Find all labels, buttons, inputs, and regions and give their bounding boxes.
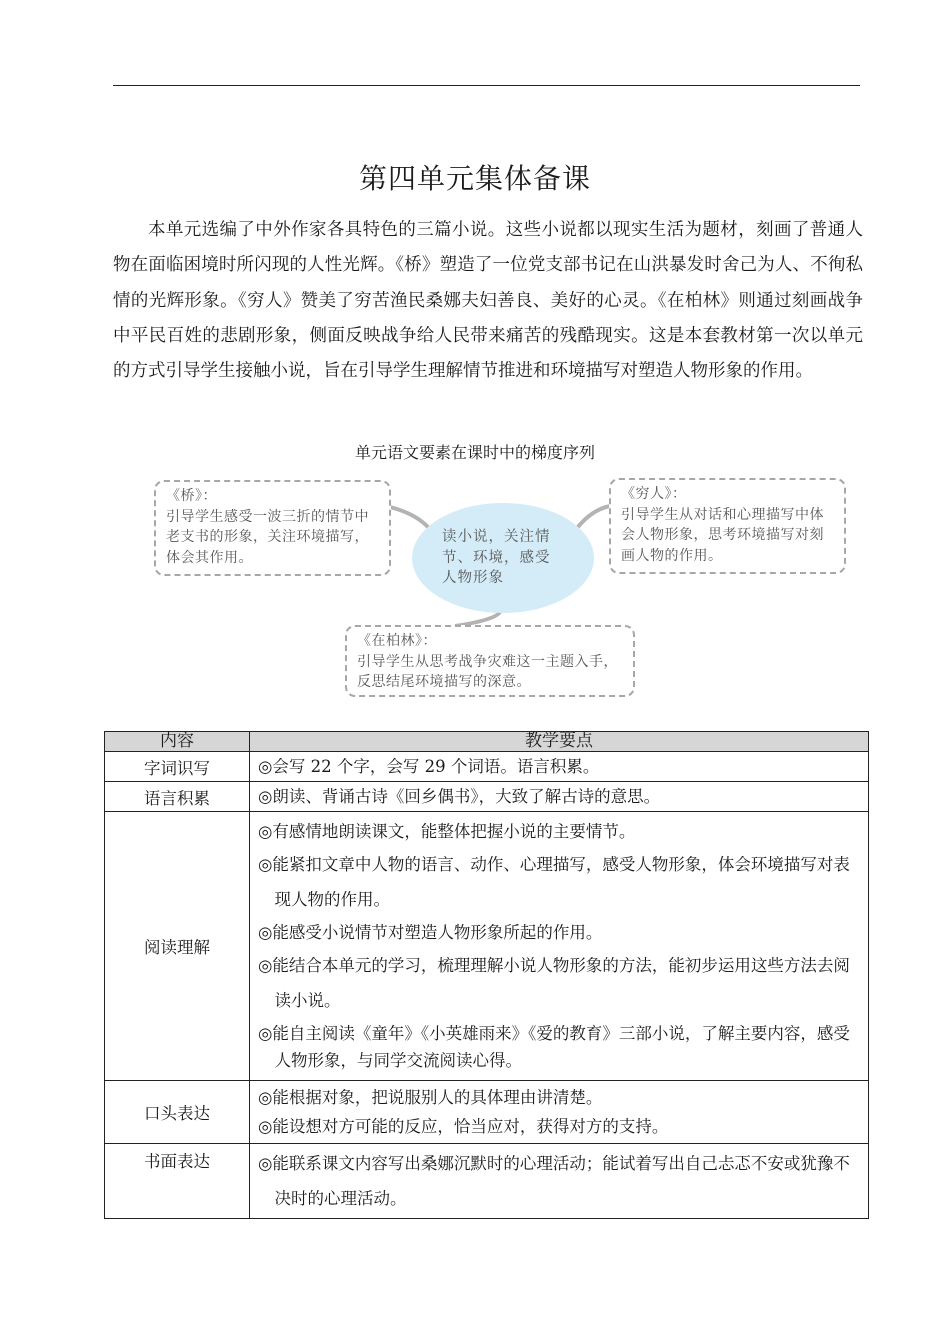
row-label: 书面表达 bbox=[105, 1144, 250, 1219]
box-zaibolin bbox=[345, 625, 635, 697]
row-points bbox=[250, 1081, 869, 1144]
row-label: 阅读理解 bbox=[105, 812, 250, 1081]
point-item: ◎能设想对方可能的反应，恰当应对，获得对方的支持。 bbox=[258, 1117, 669, 1136]
box-qiao-title: 《桥》： bbox=[166, 488, 217, 504]
teaching-points-table bbox=[104, 731, 869, 1219]
box-zaibolin-text: 引导学生从思考战争灾难这一主题入手，反思结尾环境描写的深意。 bbox=[357, 653, 618, 690]
row-points bbox=[250, 812, 869, 1081]
box-qiao-text: 引导学生感受一波三折的情节中老支书的形象，关注环境描写，体会其作用。 bbox=[166, 508, 369, 566]
box-zaibolin-title: 《在柏林》： bbox=[357, 633, 437, 649]
unit-diagram bbox=[0, 470, 950, 700]
point-item: ◎能自主阅读《童年》《小英雄雨来》《爱的教育》三部小说，了解主要内容，感受人物形象，与同学交流阅读心得。 bbox=[258, 1024, 850, 1070]
point-item: ◎会写 22 个字，会写 29 个词语。语言积累。 bbox=[258, 757, 600, 776]
page-title: 第四单元集体备课 bbox=[358, 162, 591, 195]
box-qiongren-title: 《穷人》： bbox=[621, 486, 687, 502]
header-content: 内容 bbox=[105, 732, 250, 752]
point-item: ◎能结合本单元的学习，梳理理解小说人物形象的方法，能初步运用这些方法去阅读小说。 bbox=[258, 956, 850, 1010]
point-item: ◎能联系课文内容写出桑娜沉默时的心理活动；能试着写出自己忐忑不安或犹豫不决时的心理活动。 bbox=[258, 1154, 850, 1208]
point-item: ◎有感情地朗读课文，能整体把握小说的主要情节。 bbox=[258, 822, 636, 841]
table-row bbox=[105, 812, 869, 1081]
center-ellipse bbox=[412, 503, 594, 613]
row-points bbox=[250, 1144, 869, 1219]
point-item: ◎能紧扣文章中人物的语言、动作、心理描写，感受人物形象，体会环境描写对表现人物的作用。 bbox=[258, 855, 850, 909]
table-row bbox=[105, 752, 869, 782]
connector-bottom bbox=[455, 612, 500, 626]
diagram-title: 单元语文要素在课时中的梯度序列 bbox=[354, 443, 595, 462]
point-item: ◎能根据对象，把说服别人的具体理由讲清楚。 bbox=[258, 1088, 603, 1107]
row-points bbox=[250, 782, 869, 812]
header-rule bbox=[113, 85, 860, 86]
center-text: 读小说，关注情节、环境，感受人物形象 bbox=[442, 529, 551, 587]
intro-paragraph bbox=[113, 213, 863, 389]
header-points: 教学要点 bbox=[250, 732, 869, 752]
table-row bbox=[105, 1081, 869, 1144]
table-row bbox=[105, 782, 869, 812]
point-item: ◎朗读、背诵古诗《回乡偶书》，大致了解古诗的意思。 bbox=[258, 787, 661, 806]
intro-text: 本单元选编了中外作家各具特色的三篇小说。这些小说都以现实生活为题材，刻画了普通人物在面临困境时所闪现的人性光辉。《桥》塑造了一位党支部书记在山洪暴发时舍己为人、不徇私情的光辉形象。《穷人》赞美了穷苦渔民桑娜夫妇善良、美好的心灵。《在柏林》则通过刻画战争中平民百姓的悲剧形象，侧面反映战争给人民带来痛苦的残酷现实。这是本套教材第一次以单元的方式引导学生接触小说，旨在引导学生理解情节推进和环境描写对塑造人物形象的作用。 bbox=[113, 220, 863, 382]
box-qiongren bbox=[609, 478, 846, 574]
row-label: 字词识写 bbox=[105, 752, 250, 782]
row-label: 语言积累 bbox=[105, 782, 250, 812]
table-header-row bbox=[105, 732, 869, 752]
table-row bbox=[105, 1144, 869, 1219]
box-qiongren-text: 引导学生从对话和心理描写中体会人物形象，思考环境描写对刻画人物的作用。 bbox=[621, 506, 824, 564]
point-item: ◎能感受小说情节对塑造人物形象所起的作用。 bbox=[258, 923, 603, 942]
box-qiao bbox=[154, 480, 391, 576]
row-label: 口头表达 bbox=[105, 1081, 250, 1144]
row-points bbox=[250, 752, 869, 782]
